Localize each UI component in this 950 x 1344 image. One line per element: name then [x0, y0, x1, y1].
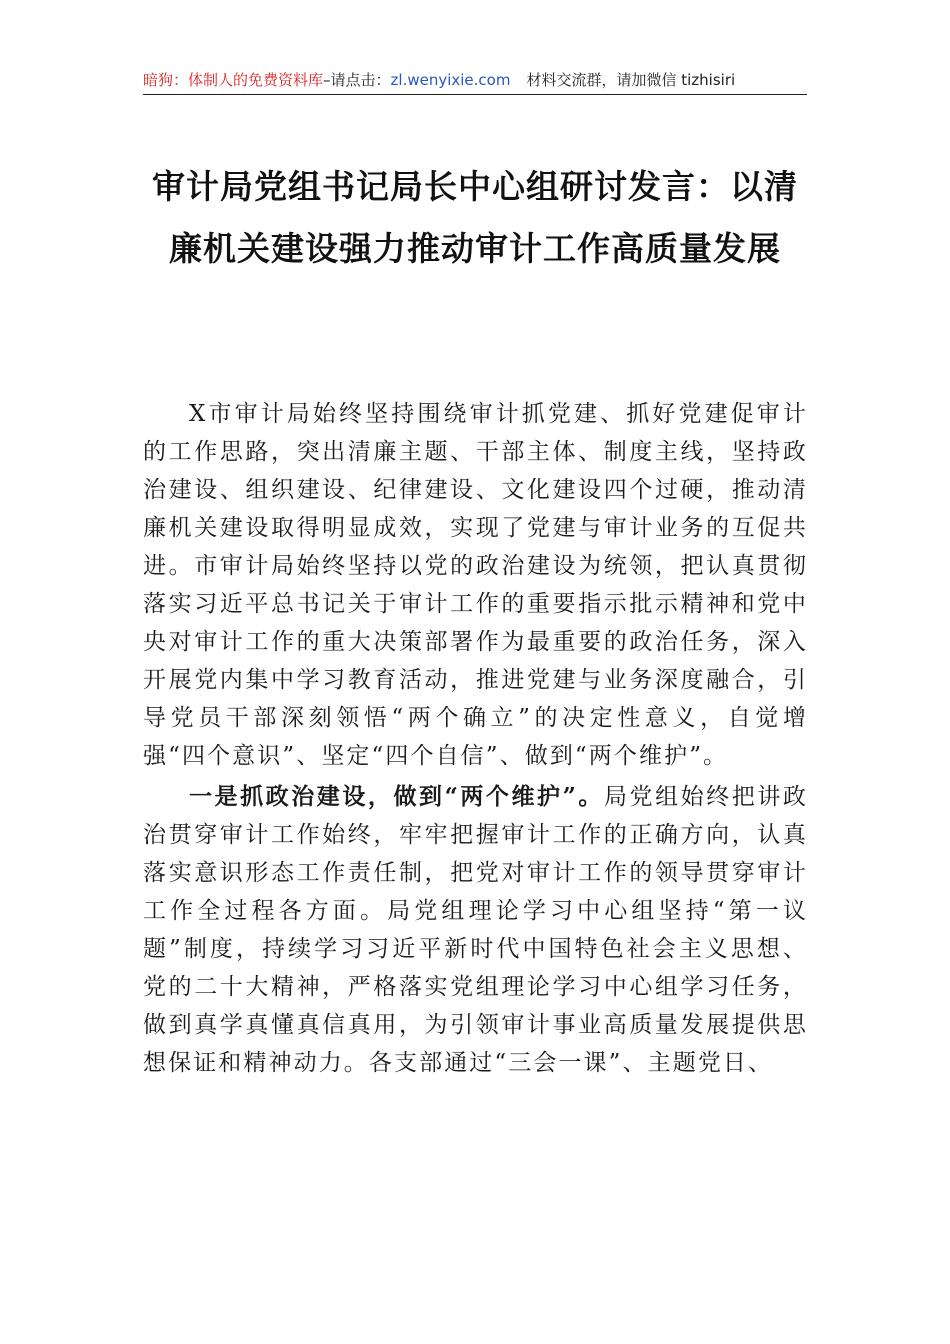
document-body	[143, 395, 808, 1085]
site-link[interactable]: zl.wenyixie.com	[390, 71, 511, 89]
click-prompt: –请点击：	[323, 71, 391, 89]
header-divider	[143, 94, 807, 95]
brand-text: 暗狗：体制人的免费资料库	[143, 71, 324, 89]
section-1-body: 局党组始终把讲政治贯穿审计工作始终，牢牢把握审计工作的正确方向，认真落实意识形态工作责任制，把党对审计工作的领导贯穿审计工作全过程各方面。局党组理论学习中心组坚持“第一议题”制度，持续学习习近平新时代中国特色社会主义思想、党的二十大精神，严格落实党组理论学习中心组学习任务，做到真学真懂真信真用，为引领审计事业高质量发展提供思想保证和精神动力。各支部通过“三会一课”、主题党日、	[143, 784, 808, 1076]
site-banner	[143, 68, 807, 92]
intro-paragraph: X市审计局始终坚持围绕审计抓党建、抓好党建促审计的工作思路，突出清廉主题、干部主体、制度主线，坚持政治建设、组织建设、纪律建设、文化建设四个过硬，推动清廉机关建设取得明显成效，实现了党建与审计业务的互促共进。市审计局始终坚持以党的政治建设为统领，把认真贯彻落实习近平总书记关于审计工作的重要指示批示精神和党中央对审计工作的重大决策部署作为最重要的政治任务，深入开展党内集中学习教育活动，推进党建与业务深度融合，引导党员干部深刻领悟“两个确立”的决定性意义，自觉增强“四个意识”、坚定“四个自信”、做到“两个维护”。	[143, 401, 808, 769]
section-1-heading: 一是抓政治建设，做到“两个维护”。	[189, 783, 604, 810]
section-1-paragraph	[143, 778, 808, 1082]
group-contact-text: 材料交流群，请加微信 tizhisiri	[526, 71, 736, 89]
document-title: 审计局党组书记局长中心组研讨发言：以清廉机关建设强力推动审计工作高质量发展	[152, 167, 798, 268]
